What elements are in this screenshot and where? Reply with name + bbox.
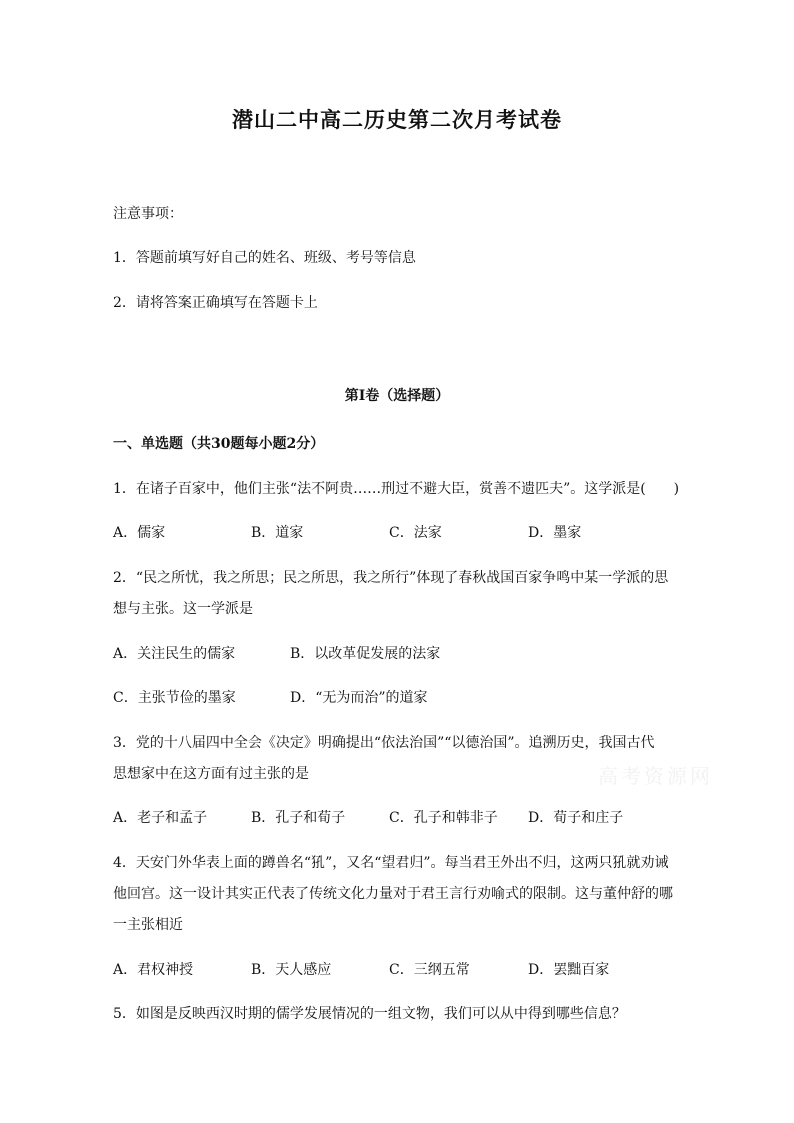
- question-5-stem: 5．如图是反映西汉时期的儒学发展情况的一组文物，我们可以从中得到哪些信息？: [113, 1006, 626, 1022]
- question-3-option-b: B．孔子和荀子: [251, 810, 346, 826]
- question-4-option-b: B．天人感应: [251, 962, 332, 978]
- question-2-option-c: C．主张节俭的墨家: [113, 690, 236, 706]
- watermark: 高考资源网: [598, 764, 713, 788]
- question-3-option-a: A．老子和孟子: [113, 810, 208, 826]
- question-1-option-d: D．墨家: [528, 525, 582, 541]
- question-3-option-d: D．荀子和庄子: [528, 810, 624, 826]
- question-1-stem: 1．在诸子百家中，他们主张“法不阿贵……刑过不避大臣，赏善不遗匹夫”。这学派是( ): [113, 481, 680, 497]
- question-3-stem-line-1: 3．党的十八届四中全会《决定》明确提出“依法治国”“以德治国”。追溯历史，我国古代: [113, 735, 655, 751]
- question-4-stem-line-1: 4．天安门外华表上面的蹲兽名“犼”，又名“望君归”。每当君王外出不归，这两只犼就劝诫: [113, 855, 669, 871]
- question-4-option-a: A．君权神授: [113, 962, 194, 978]
- section-title: 第I卷（选择题）: [344, 388, 450, 404]
- question-4-stem-line-2: 他回宫。这一设计其实正代表了传统文化力量对于君王言行劝喻式的限制。这与董仲舒的哪: [113, 886, 673, 902]
- question-3-option-c: C．孔子和韩非子: [389, 810, 498, 826]
- question-2-option-b: B．以改革促发展的法家: [290, 646, 441, 662]
- question-1-option-c: C．法家: [389, 525, 442, 541]
- question-4-option-d: D．罢黜百家: [528, 962, 610, 978]
- question-4-option-c: C．三纲五常: [389, 962, 470, 978]
- question-3-stem-line-2: 思想家中在这方面有过主张的是: [113, 766, 309, 782]
- question-2-option-d: D．“无为而治”的道家: [290, 690, 428, 706]
- exam-title: 潜山二中高二历史第二次月考试卷: [232, 107, 562, 132]
- question-2-option-a: A．关注民生的儒家: [113, 646, 236, 662]
- part-heading: 一、单选题（共30题每小题2分）: [113, 436, 325, 452]
- question-1-option-a: A．儒家: [113, 525, 166, 541]
- question-1-option-b: B．道家: [251, 525, 304, 541]
- question-2-stem-line-2: 想与主张。这一学派是: [113, 601, 253, 617]
- question-2-stem-line-1: 2．“民之所忧，我之所思；民之所思，我之所行”体现了春秋战国百家争鸣中某一学派的思: [113, 570, 669, 586]
- question-4-stem-line-3: 一主张相近: [113, 917, 183, 933]
- notice-item-2: 2．请将答案正确填写在答题卡上: [113, 295, 318, 311]
- notice-item-1: 1．答题前填写好自己的姓名、班级、考号等信息: [113, 250, 416, 266]
- notice-heading: 注意事项：: [113, 206, 183, 222]
